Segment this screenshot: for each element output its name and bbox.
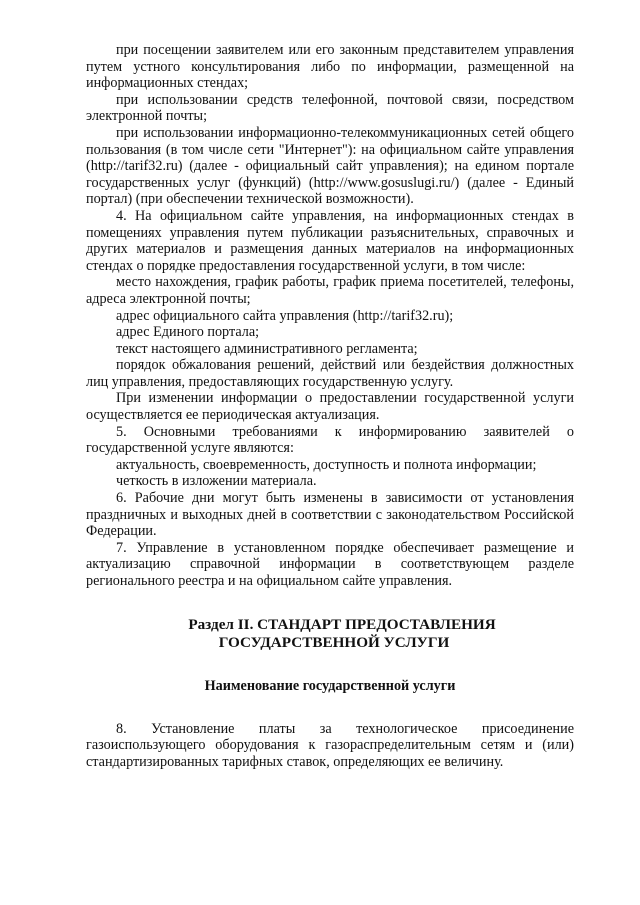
document-body <box>86 42 574 770</box>
paragraph: четкость в изложении материала. <box>116 473 317 490</box>
paragraph: место нахождения, график работы, график приема посетителей, телефоны, адреса электронной почты; <box>86 274 574 307</box>
spacer <box>86 590 574 616</box>
paragraph: 7. Управление в установленном порядке обеспечивает размещение и актуализацию справочной информации в соответствующем разделе регионального реестра и на официальном сайте управления. <box>86 539 574 589</box>
paragraph: 4. На официальном сайте управления, на информационных стендах в помещениях управления путем публикации разъяснительных, справочных и других материалов и размещения данных материалов на информационных стендах о порядке предоставления государственной услуги, в том числе: <box>86 207 574 274</box>
paragraph: актуальность, своевременность, доступность и полнота информации; <box>116 456 537 473</box>
section-title <box>86 616 574 652</box>
spacer <box>86 695 574 721</box>
subsection-title: Наименование государственной услуги <box>204 677 456 694</box>
paragraph: порядок обжалования решений, действий или бездействия должностных лиц управления, предоставляющих государственную услугу. <box>86 357 574 390</box>
paragraph: текст настоящего административного регламента; <box>116 340 418 357</box>
paragraph: при посещении заявителем или его законным представителем управления путем устного консультирования либо по информации, размещенной на информационных стендах; <box>86 42 574 92</box>
paragraph: 6. Рабочие дни могут быть изменены в зависимости от установления праздничных и выходных дней в соответствии с законодательством Российской Федерации. <box>86 490 574 540</box>
paragraph: адрес Единого портала; <box>116 324 260 341</box>
paragraph: При изменении информации о предоставлении государственной услуги осуществляется ее периодическая актуализация. <box>86 390 574 424</box>
paragraph: адрес официального сайта управления (http://tarif32.ru); <box>116 307 454 324</box>
paragraph: при использовании средств телефонной, почтовой связи, посредством электронной почты; <box>86 91 574 125</box>
paragraph-8: 8. Установление платы за технологическое присоединение газоиспользующего оборудования к газораспределительным сетям и (или) стандартизированных тарифных ставок, определяющих ее величину. <box>86 720 574 770</box>
section-title-line-1: Раздел II. СТАНДАРТ ПРЕДОСТАВЛЕНИЯ <box>188 615 496 633</box>
section-title-line-2: ГОСУДАРСТВЕННОЙ УСЛУГИ <box>218 633 450 651</box>
paragraph: при использовании информационно-телекоммуникационных сетей общего пользования (в том числе сети "Интернет"): на официальном сайте управления (http://tarif32.ru) (далее - официальный сайт управления); на едином портале государственных услуг (функций) (http://www.gosuslugi.ru/) (далее - Единый портал) (при обеспечении технической возможности). <box>86 124 574 208</box>
spacer <box>86 652 574 678</box>
paragraph: 5. Основными требованиями к информированию заявителей о государственной услуге являются: <box>86 423 574 457</box>
